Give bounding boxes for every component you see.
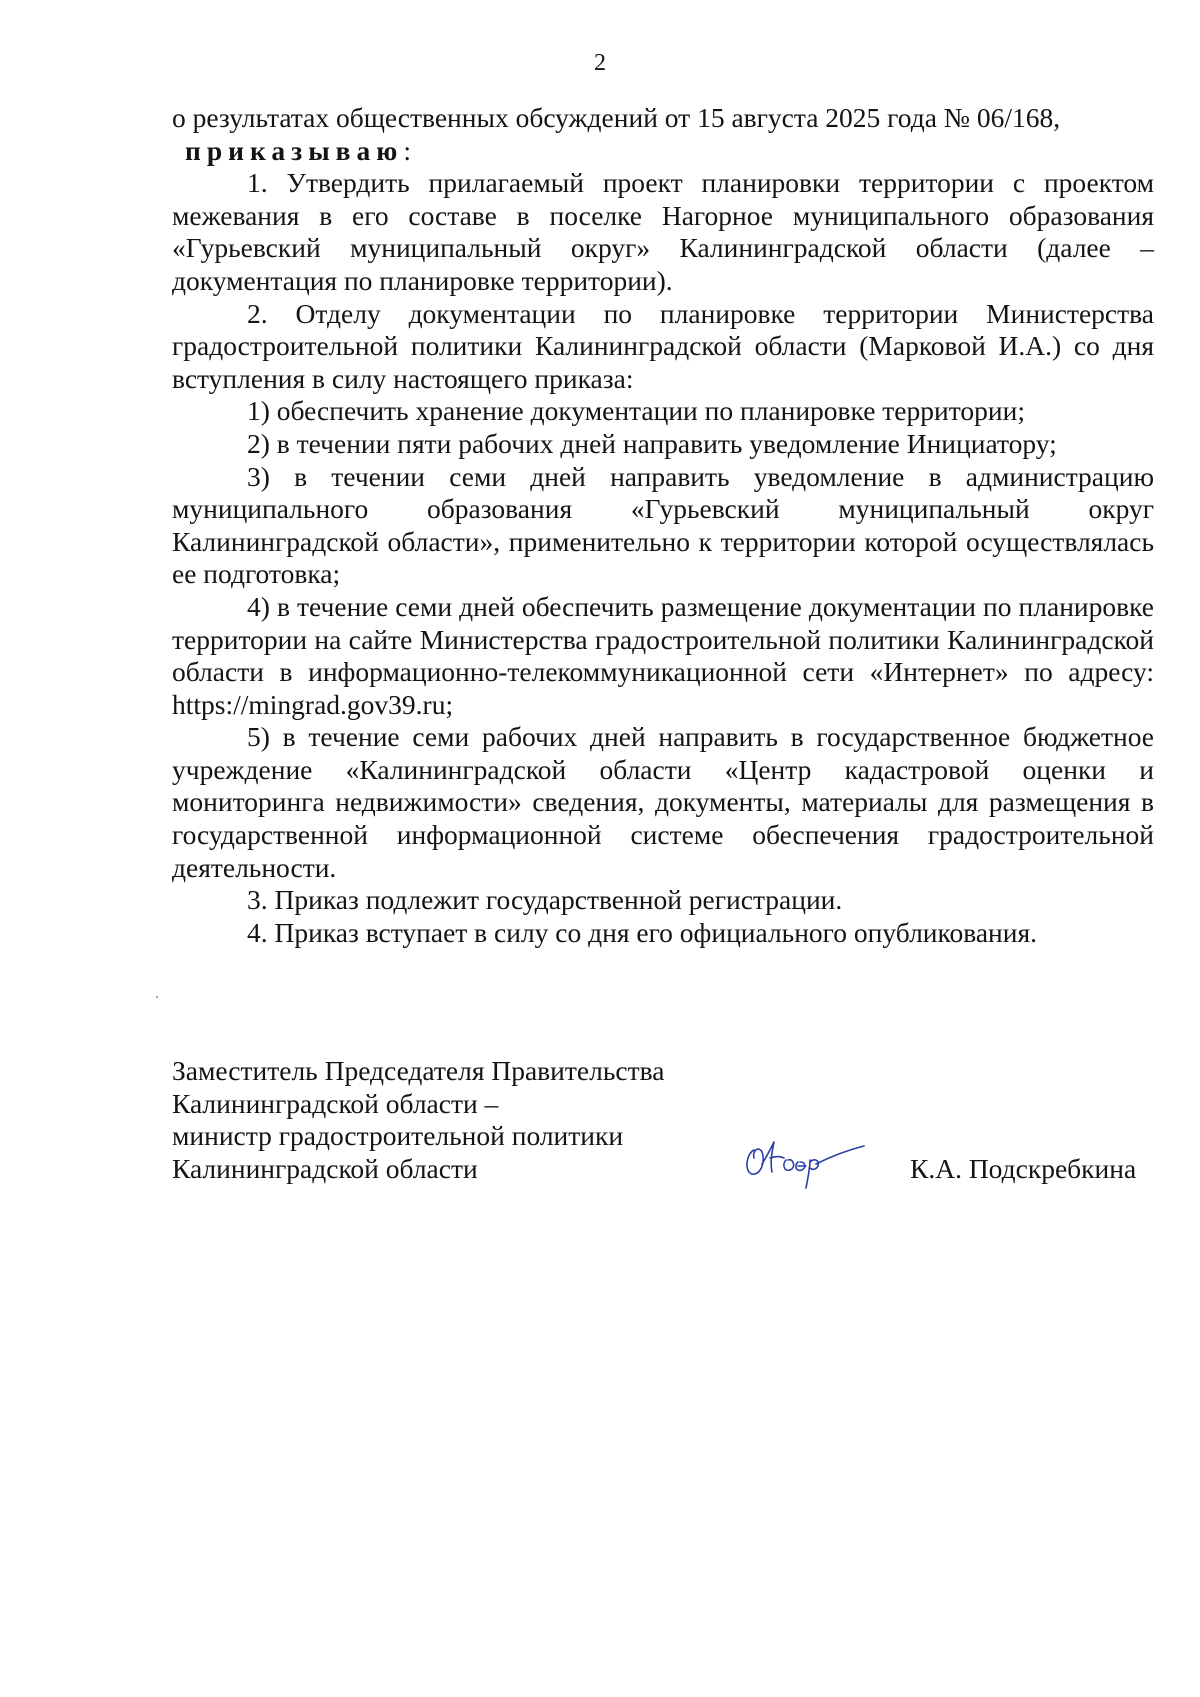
paragraph-department-tasks: 2. Отделу документации по планировке территории Министерства градостроительной политики Калининградской области (Марковой И.А.) со дня вступления в силу настоящего приказа: [172,297,1154,394]
order-word: приказываю [185,134,404,166]
position-line: Калининградской области – [172,1087,499,1119]
signatory-position [172,1055,664,1185]
page-number: 2 [594,50,606,76]
subitem-send-to-institution: 5) в течение семи рабочих дней направить в государственное бюджетное учреждение «Калининградской области «Центр кадастровой оценки и мониторинга недвижимости» сведения, документы, материалы для размещения в государственной информационной системе обеспечения градостроительной деятельности. [172,721,1154,883]
subitem-publish-website: 4) в течение семи дней обеспечить размещение документации по планировке территории на сайте Министерства градостроительной политики Калининградской области в информационно-телекоммуникационной сети «Интернет» по адресу: https://mingrad.gov39.ru; [172,590,1154,720]
intro-paragraph [172,102,1154,135]
scan-speck [156,996,158,998]
paragraph-approve-project: 1. Утвердить прилагаемый проект планировки территории с проектом межевания в его составе в поселке Нагорное муниципального образования «Гурьевский муниципальный округ» Калининградской области (далее – документация по планировке территории). [172,167,1154,296]
signatory-name: К.А. Подскребкина [910,1153,1137,1184]
subitem-notify-administration: 3) в течении семи дней направить уведомление в администрацию муниципального образования «Гурьевский муниципальный округ Калининградской области», применительно к территории которой осуществлялась ее подготовка; [172,460,1154,590]
position-line: министр градостроительной политики [172,1120,624,1152]
handwritten-signature [740,1128,865,1190]
order-line [172,135,1154,168]
paragraph-registration: 3. Приказ подлежит государственной регистрации. [247,884,843,916]
order-suffix: : [403,134,411,166]
subitem-storage: 1) обеспечить хранение документации по планировке территории; [247,395,1025,427]
position-line: Заместитель Председателя Правительства [172,1055,665,1086]
paragraph-effective-date: 4. Приказ вступает в силу со дня его официального опубликования. [247,916,1038,948]
intro-text: о результатах общественных обсуждений от 15 августа 2025 года № 06/168, [172,102,1061,133]
subitem-notify-initiator: 2) в течении пяти рабочих дней направить уведомление Инициатору; [247,427,1057,459]
position-line: Калининградской области [172,1152,478,1184]
document-body [172,102,1154,949]
